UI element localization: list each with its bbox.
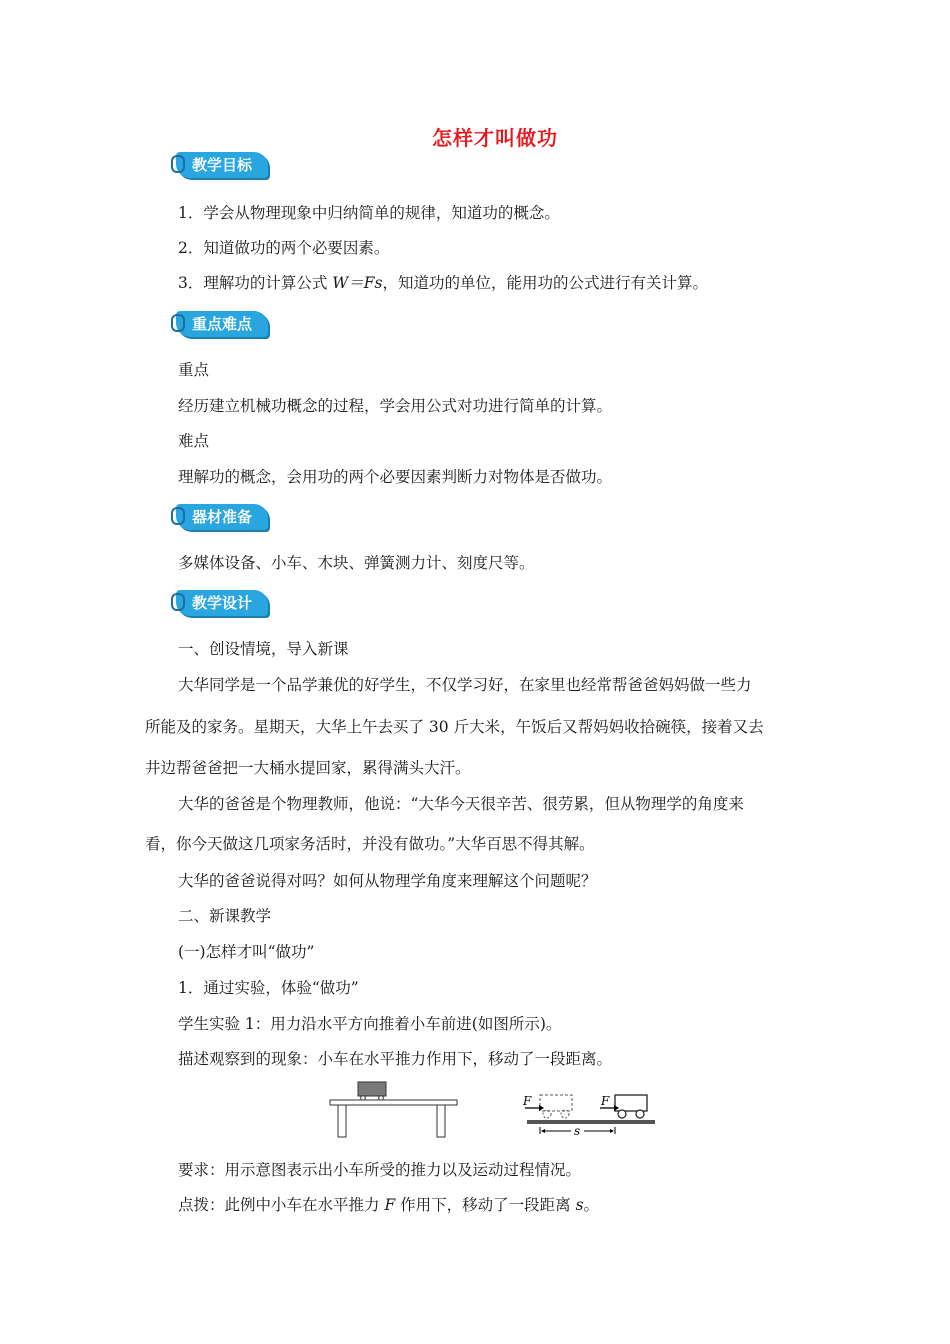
para1-line3: 井边帮爸爸把一大桶水提回家，累得满头大汗。 — [145, 759, 471, 777]
goal-item-3-prefix: 3．理解功的计算公式 — [178, 274, 333, 292]
goal-item-1: 1．学会从物理现象中归纳简单的规律，知道功的概念。 — [178, 204, 560, 222]
section-badge-materials — [176, 504, 268, 530]
part2-heading: 二、新课教学 — [178, 907, 272, 925]
para1-line2: 所能及的家务。星期天，大华上午去买了 30 斤大米，午饭后又帮妈妈收拾碗筷，接着又去 — [145, 718, 764, 736]
badge-label: 器材准备 — [192, 508, 253, 526]
goal-item-2: 2．知道做功的两个必要因素。 — [178, 239, 390, 257]
force-diagram — [522, 1094, 655, 1138]
hint-force: F — [384, 1196, 396, 1214]
cart-body — [358, 1082, 386, 1096]
badge-label: 教学目标 — [192, 156, 253, 174]
requirement: 要求：用示意图表示出小车所受的推力以及运动过程情况。 — [178, 1161, 582, 1179]
experiment-figure — [325, 1078, 665, 1142]
paperclip-icon — [171, 314, 185, 332]
section-badge-design — [176, 590, 268, 616]
section-badge-key-points — [176, 311, 268, 337]
cart-initial-dashed — [540, 1095, 572, 1111]
experiment-1: 学生实验 1：用力沿水平方向推着小车前进(如图所示)。 — [178, 1015, 562, 1033]
paperclip-icon — [171, 507, 185, 525]
paperclip-icon — [171, 155, 185, 173]
force-label-final: F — [601, 1094, 610, 1108]
table-top — [330, 1100, 457, 1105]
cart-final — [615, 1095, 647, 1111]
table-leg — [338, 1105, 346, 1137]
wheel-final — [636, 1110, 644, 1118]
sub-item-1: 1．通过实验，体验“做功” — [178, 979, 359, 997]
para2-line1: 大华的爸爸是个物理教师，他说：“大华今天很辛苦、很劳累，但从物理学的角度来 — [178, 795, 744, 813]
para3: 大华的爸爸说得对吗？如何从物理学角度来理解这个问题呢？ — [178, 872, 597, 890]
table-leg — [437, 1105, 445, 1137]
ground-line — [527, 1120, 655, 1124]
goal-item-3 — [178, 273, 708, 293]
para2-line2: 看，你今天做这几项家务活时，并没有做功。”大华百思不得其解。 — [145, 835, 595, 853]
materials-text: 多媒体设备、小车、木块、弹簧测力计、刻度尺等。 — [178, 554, 535, 572]
part1-heading: 一、创设情境，导入新课 — [178, 640, 349, 658]
para1-line1: 大华同学是一个品学兼优的好学生，不仅学习好，在家里也经常帮爸爸妈妈做一些力 — [178, 676, 752, 694]
key-label: 重点 — [178, 361, 210, 379]
difficulty-text: 理解功的概念，会用功的两个必要因素判断力对物体是否做功。 — [178, 468, 613, 486]
paperclip-icon — [171, 593, 185, 611]
badge-label: 教学设计 — [192, 594, 253, 612]
hint-distance: s — [575, 1196, 584, 1214]
goal-item-3-suffix: ，知道功的单位，能用功的公式进行有关计算。 — [382, 274, 708, 292]
force-label-initial: F — [523, 1094, 532, 1108]
hint-end: 。 — [583, 1196, 600, 1214]
arrowhead — [539, 1105, 544, 1111]
key-text: 经历建立机械功概念的过程，学会用公式对功进行简单的计算。 — [178, 397, 613, 415]
subsection-heading: (一)怎样才叫“做功” — [178, 943, 315, 961]
section-badge-goals — [176, 152, 268, 178]
table-with-cart — [330, 1082, 457, 1137]
work-formula: W＝Fs — [332, 274, 383, 292]
difficulty-label: 难点 — [178, 432, 210, 450]
wheel-final — [618, 1110, 626, 1118]
arrowhead — [541, 1129, 545, 1133]
distance-label: s — [574, 1124, 581, 1138]
observation: 描述观察到的现象：小车在水平推力作用下，移动了一段距离。 — [178, 1050, 613, 1068]
page-title: 怎样才叫做功 — [432, 126, 558, 150]
hint-middle: 作用下，移动了一段距离 — [395, 1196, 576, 1214]
badge-label: 重点难点 — [192, 315, 253, 333]
hint-prefix: 点拨：此例中小车在水平推力 — [178, 1196, 385, 1214]
hint — [178, 1195, 599, 1215]
arrowhead — [610, 1129, 614, 1133]
